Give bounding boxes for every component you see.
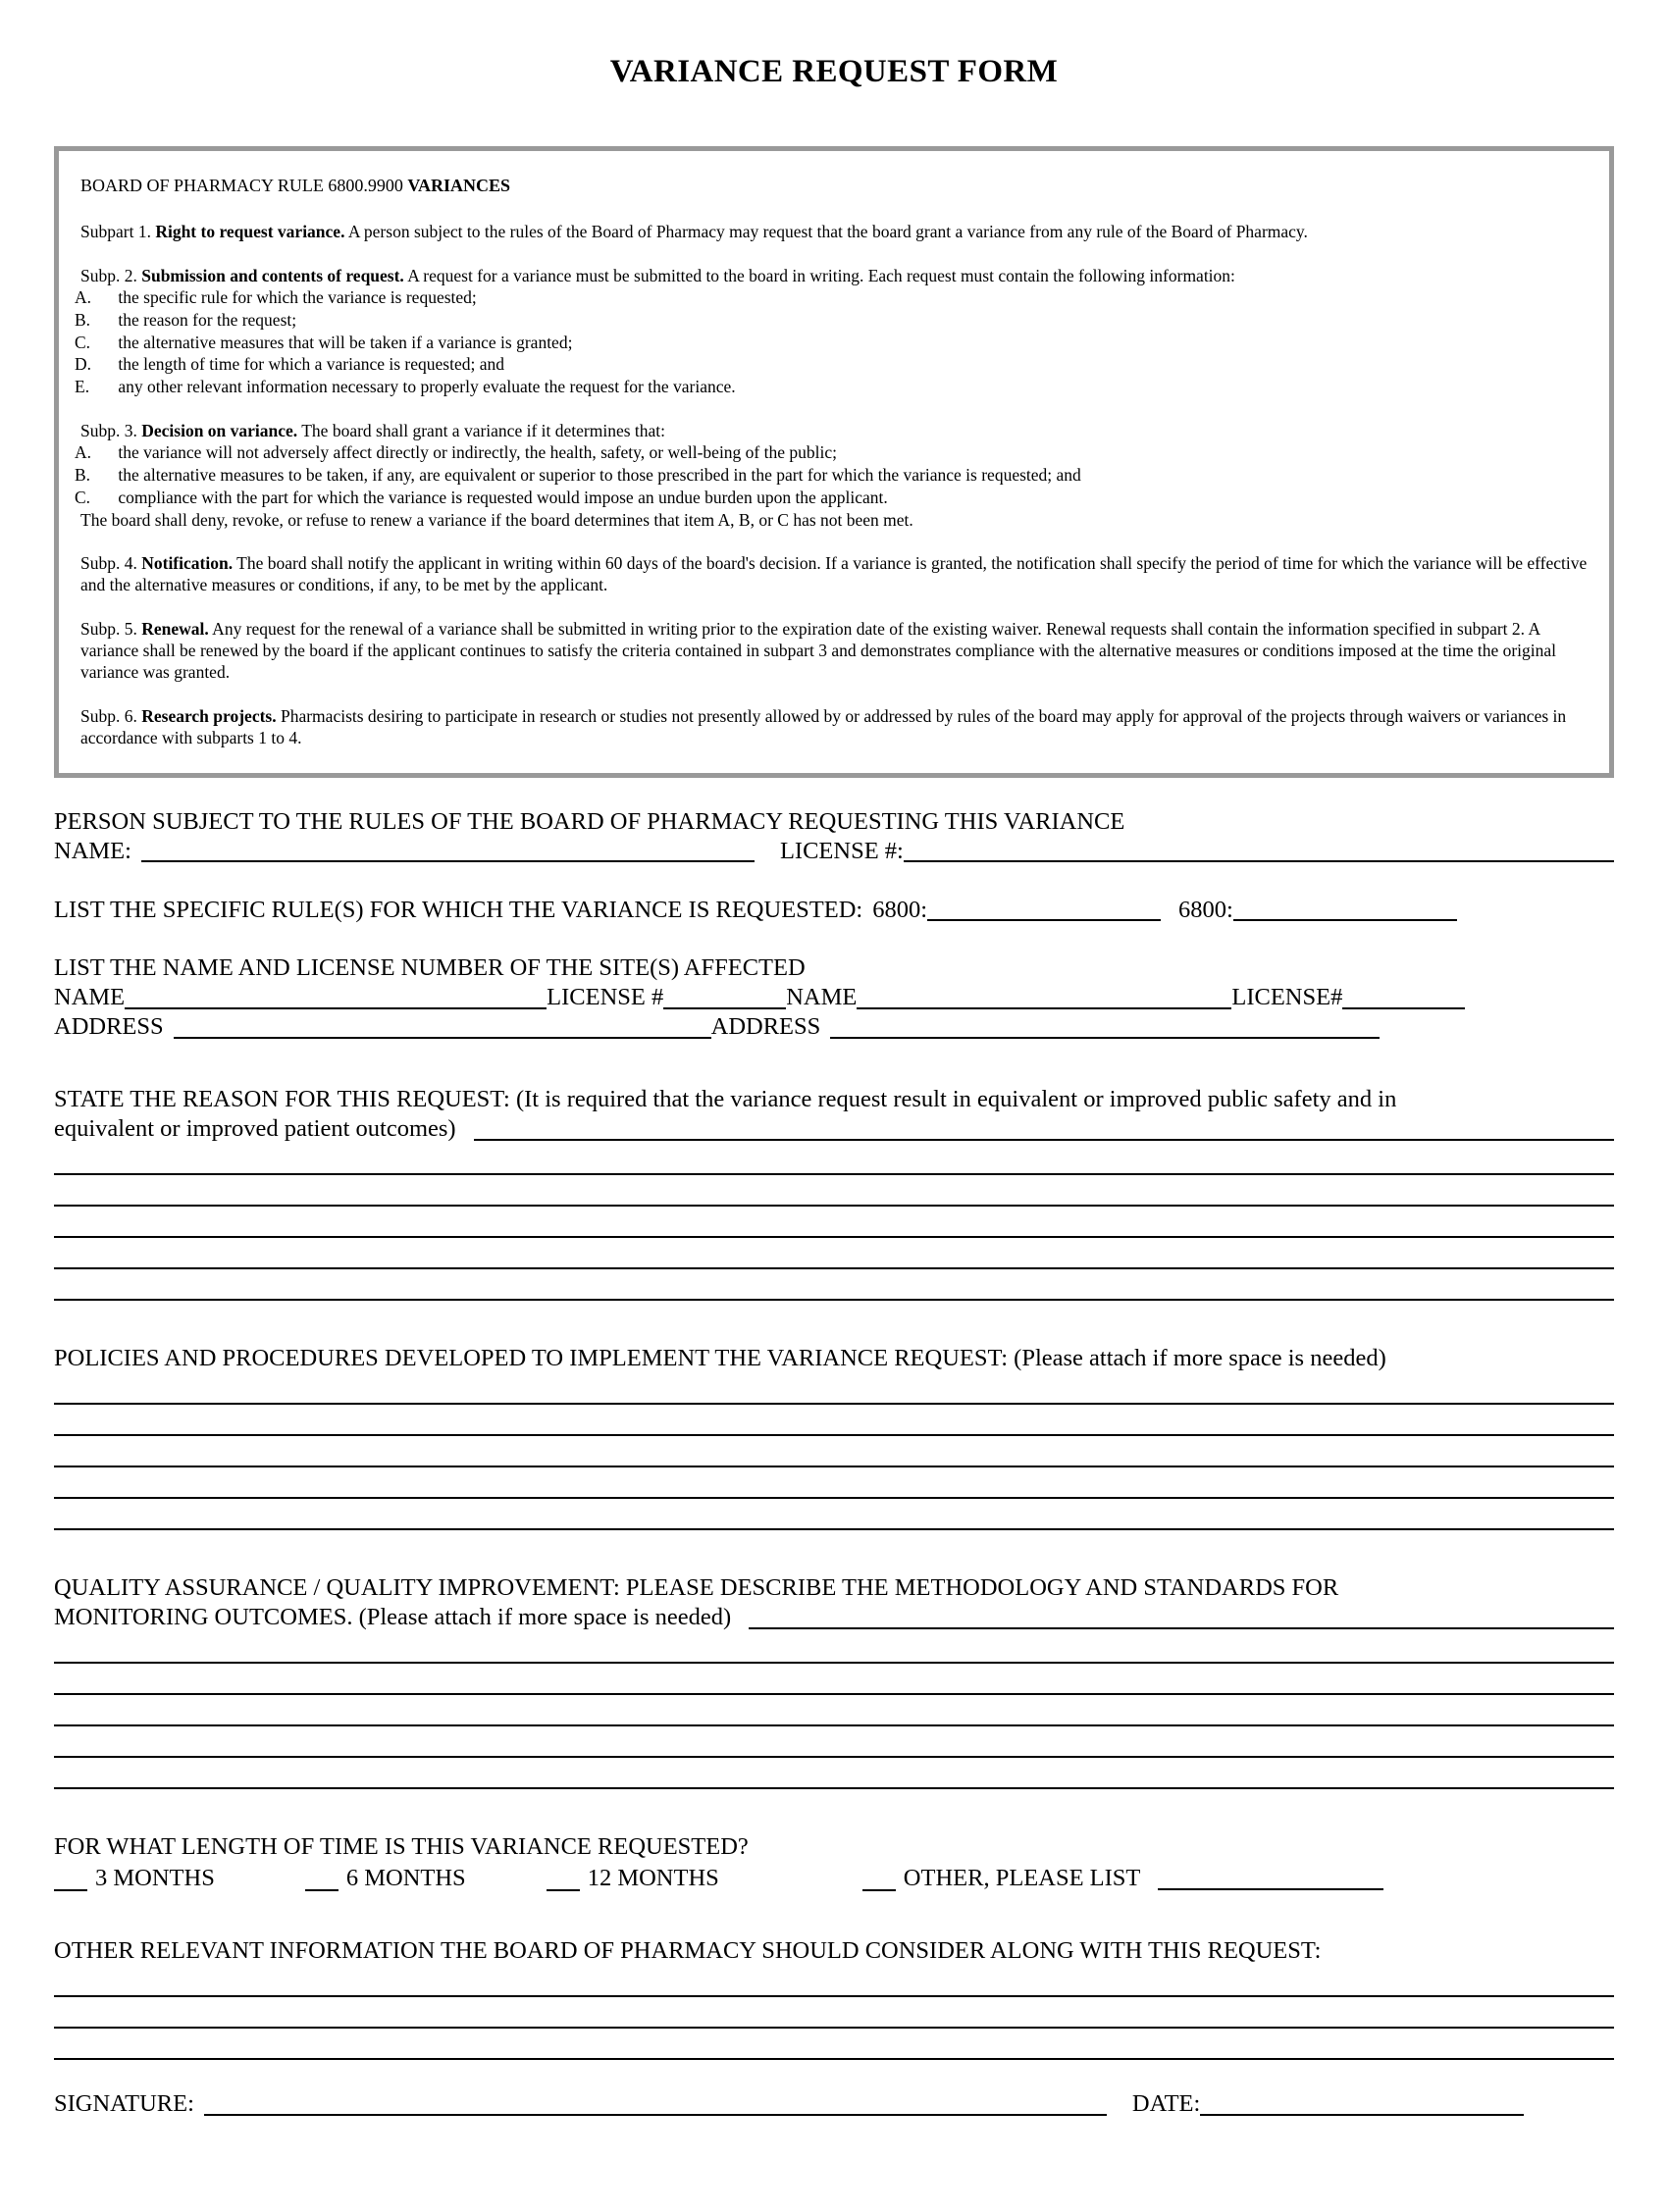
subpart-title: Research projects. (141, 705, 277, 726)
quality-blank-line[interactable] (54, 1664, 1614, 1695)
policies-section (54, 1344, 1614, 1530)
other-information-heading: OTHER RELEVANT INFORMATION THE BOARD OF PHARMACY SHOULD CONSIDER ALONG WITH THIS REQUEST: (54, 1936, 1322, 1964)
policies-section-heading: POLICIES AND PROCEDURES DEVELOPED TO IMPLEMENT THE VARIANCE REQUEST: (Please attach if more space is needed) (54, 1345, 1386, 1372)
subpart-lead-paragraph (80, 420, 1590, 441)
subpart-number: Subp. 6. (80, 705, 142, 726)
quality-section (54, 1573, 1614, 1789)
subpart-block (75, 420, 1590, 531)
subpart-block (75, 265, 1590, 398)
list-item-text: the length of time for which a variance is requested; and (114, 354, 504, 375)
site-name-label-2: NAME (786, 984, 858, 1011)
form-fields-area (54, 807, 1614, 2119)
other-information-blank-line[interactable] (54, 1966, 1614, 1997)
other-information-blank-line[interactable] (54, 1997, 1614, 2029)
site-address-input-2[interactable] (830, 1012, 1380, 1039)
subpart-body: A request for a variance must be submitted to the board in writing. Each request must contain the following information: (403, 265, 1235, 285)
date-label: DATE: (1131, 2089, 1201, 2117)
specific-rules-label: LIST THE SPECIFIC RULE(S) FOR WHICH THE VARIANCE IS REQUESTED: (54, 896, 863, 923)
list-item (75, 464, 1590, 487)
quality-blank-lines (54, 1632, 1614, 1789)
date-input[interactable] (1200, 2089, 1524, 2116)
quality-text-line-1: QUALITY ASSURANCE / QUALITY IMPROVEMENT: PLEASE DESCRIBE THE METHODOLOGY AND STANDARDS FOR (54, 1574, 1339, 1602)
quality-blank-line[interactable] (54, 1726, 1614, 1758)
subpart-title: Renewal. (141, 618, 209, 639)
policies-blank-line[interactable] (54, 1405, 1614, 1436)
list-item-text: the alternative measures to be taken, if any, are equivalent or superior to those prescribed in the part for which the variance is requested; and (114, 465, 1081, 485)
list-item-letter: B. (75, 465, 91, 485)
reason-input-line-1[interactable] (474, 1114, 1614, 1141)
reason-blank-line[interactable] (54, 1144, 1614, 1175)
subpart-body: Any request for the renewal of a variance shall be submitted in writing prior to the expiration date of the existing waiver. Renewal requests shall contain the information specified in subpart 2. A variance shall be renewed by the board if the applicant continues to satisfy the criteria contained in subpart 3 and demonstrates compliance with the alternative measures or conditions imposed at the time the original variance was granted. (80, 618, 1557, 683)
rule-input-2[interactable] (1233, 895, 1457, 921)
list-item-text: the reason for the request; (114, 309, 297, 330)
subpart-lead-paragraph (80, 705, 1590, 749)
checkbox-12-months[interactable] (547, 1869, 580, 1891)
list-item (75, 309, 1590, 332)
site-name-input-1[interactable] (125, 983, 547, 1009)
list-item-text: compliance with the part for which the variance is requested would impose an undue burden upon the applicant. (114, 487, 888, 507)
length-of-time-section (54, 1832, 1614, 1893)
signature-section (54, 2089, 1614, 2119)
list-item-text: the specific rule for which the variance is requested; (114, 287, 477, 308)
reason-text-line-1: STATE THE REASON FOR THIS REQUEST: (It is required that the variance request result in equivalent or improved public safety and in (54, 1086, 1397, 1113)
rule-prefix-1: 6800: (872, 896, 928, 923)
subpart-title: Right to request variance. (155, 222, 345, 242)
list-item-letter: D. (75, 354, 92, 375)
list-item-letter: B. (75, 309, 91, 330)
policies-blank-line[interactable] (54, 1499, 1614, 1530)
reason-blank-line[interactable] (54, 1175, 1614, 1207)
subpart-block (80, 552, 1590, 596)
site-license-input-1[interactable] (663, 983, 786, 1009)
subpart-number: Subp. 5. (80, 618, 142, 639)
rule-heading-bold: VARIANCES (407, 176, 511, 196)
license-number-input[interactable] (904, 837, 1614, 863)
subpart-title: Submission and contents of request. (141, 265, 404, 285)
list-item-text: the alternative measures that will be taken if a variance is granted; (114, 332, 573, 352)
rule-prefix-2: 6800: (1178, 896, 1233, 923)
rule-text-box (54, 146, 1614, 777)
subpart-item-list (75, 286, 1590, 398)
other-length-input[interactable] (1158, 1864, 1383, 1890)
sites-section (54, 953, 1614, 1042)
subpart-number: Subp. 4. (80, 552, 142, 573)
license-number-label: LICENSE #: (779, 837, 904, 864)
reason-blank-lines (54, 1144, 1614, 1301)
rules-section (54, 895, 1614, 924)
subpart-lead-paragraph (80, 221, 1590, 242)
document-page (0, 54, 1668, 2212)
site-address-input-1[interactable] (174, 1012, 711, 1039)
site-address-row (54, 1012, 1614, 1042)
signature-input[interactable] (204, 2089, 1107, 2116)
quality-input-line-1[interactable] (749, 1603, 1614, 1629)
signature-label: SIGNATURE: (54, 2089, 194, 2117)
site-name-input-2[interactable] (857, 983, 1231, 1009)
subpart-number: Subp. 2. (80, 265, 142, 285)
site-license-label-2: LICENSE# (1231, 984, 1343, 1011)
list-item (75, 376, 1590, 398)
subpart-body: Pharmacists desiring to participate in research or studies not presently allowed by or addressed by rules of the board may apply for approval of the projects through waivers or variances in accordance with subparts 1 to 4. (80, 705, 1567, 748)
site-address-label-1: ADDRESS (54, 1013, 164, 1041)
subpart-block (80, 221, 1590, 242)
checkbox-other[interactable] (862, 1869, 896, 1891)
subpart-title: Decision on variance. (141, 420, 298, 440)
site-license-input-2[interactable] (1342, 983, 1465, 1009)
quality-blank-line[interactable] (54, 1632, 1614, 1664)
subpart-tail-paragraph: The board shall deny, revoke, or refuse to renew a variance if the board determines that item A, B, or C has not been met. (80, 509, 913, 530)
reason-blank-line[interactable] (54, 1238, 1614, 1269)
subpart-item-list (75, 441, 1590, 508)
rule-heading-prefix: BOARD OF PHARMACY RULE 6800.9900 (80, 176, 408, 196)
other-information-blank-line[interactable] (54, 2029, 1614, 2060)
list-item (75, 353, 1590, 376)
person-section (54, 807, 1614, 866)
list-item-letter: E. (75, 377, 90, 397)
name-label: NAME: (54, 837, 131, 864)
subpart-lead-paragraph (80, 618, 1590, 684)
quality-text-line-2-row (54, 1603, 1614, 1632)
option-label-other: OTHER, PLEASE LIST (903, 1864, 1141, 1891)
sites-section-heading: LIST THE NAME AND LICENSE NUMBER OF THE SITE(S) AFFECTED (54, 954, 806, 982)
name-input[interactable] (141, 837, 755, 863)
subpart-body: A person subject to the rules of the Board of Pharmacy may request that the board grant a variance from any rule of the Board of Pharmacy. (344, 222, 1308, 242)
subpart-number: Subpart 1. (80, 222, 156, 242)
policies-blank-line[interactable] (54, 1436, 1614, 1467)
subpart-block (80, 618, 1590, 684)
reason-text-line-2: equivalent or improved patient outcomes) (54, 1115, 456, 1143)
list-item-text: the variance will not adversely affect directly or indirectly, the health, safety, or well-being of the public; (114, 442, 837, 463)
option-label-6-months: 6 MONTHS (345, 1864, 466, 1891)
reason-blank-line[interactable] (54, 1269, 1614, 1301)
list-item-letter: A. (75, 287, 92, 308)
site-name-license-row (54, 983, 1614, 1012)
checkbox-3-months[interactable] (54, 1869, 87, 1891)
reason-text-line-2-row (54, 1114, 1614, 1144)
list-item (75, 332, 1590, 354)
quality-text-line-2: MONITORING OUTCOMES. (Please attach if more space is needed) (54, 1604, 732, 1631)
list-item (75, 487, 1590, 509)
list-item-text: any other relevant information necessary to properly evaluate the request for the variance. (114, 377, 736, 397)
list-item (75, 286, 1590, 309)
person-section-heading: PERSON SUBJECT TO THE RULES OF THE BOARD OF PHARMACY REQUESTING THIS VARIANCE (54, 807, 1125, 835)
subpart-lead-paragraph (80, 552, 1590, 596)
site-license-label-1: LICENSE # (547, 984, 664, 1011)
subpart-block (80, 705, 1590, 749)
subpart-list (75, 221, 1590, 748)
list-item-letter: C. (75, 487, 91, 507)
rule-input-1[interactable] (927, 895, 1161, 921)
option-label-12-months: 12 MONTHS (587, 1864, 719, 1891)
policies-blank-line[interactable] (54, 1467, 1614, 1499)
option-label-3-months: 3 MONTHS (95, 1864, 215, 1891)
subpart-lead-paragraph (80, 265, 1590, 286)
list-item-letter: C. (75, 332, 91, 352)
person-name-row (54, 837, 1614, 866)
list-item (75, 441, 1590, 464)
site-address-label-2: ADDRESS (710, 1013, 821, 1041)
checkbox-6-months[interactable] (305, 1869, 339, 1891)
site-name-label-1: NAME (54, 984, 126, 1011)
subpart-title: Notification. (141, 552, 234, 573)
length-of-time-question: FOR WHAT LENGTH OF TIME IS THIS VARIANCE REQUESTED? (54, 1832, 749, 1860)
signature-row (54, 2089, 1614, 2119)
rule-box-heading (80, 175, 1590, 197)
reason-blank-line[interactable] (54, 1207, 1614, 1238)
subpart-number: Subp. 3. (80, 420, 142, 440)
subpart-body: The board shall notify the applicant in writing within 60 days of the board's decision. If a variance is granted, the notification shall specify the period of time for which the variance will be effective and the alternative measures or conditions, if any, to be met by the applicant. (80, 552, 1588, 595)
policies-blank-lines (54, 1373, 1614, 1530)
quality-blank-line[interactable] (54, 1758, 1614, 1789)
reason-section (54, 1085, 1614, 1301)
other-information-blank-lines (54, 1966, 1614, 2060)
other-information-section (54, 1936, 1614, 2060)
specific-rules-row (54, 895, 1614, 924)
policies-blank-line[interactable] (54, 1373, 1614, 1405)
length-of-time-options (54, 1864, 1614, 1893)
list-item-letter: A. (75, 442, 92, 463)
quality-blank-line[interactable] (54, 1695, 1614, 1726)
page-title: VARIANCE REQUEST FORM (609, 54, 1059, 89)
subpart-body: The board shall grant a variance if it determines that: (297, 420, 666, 440)
